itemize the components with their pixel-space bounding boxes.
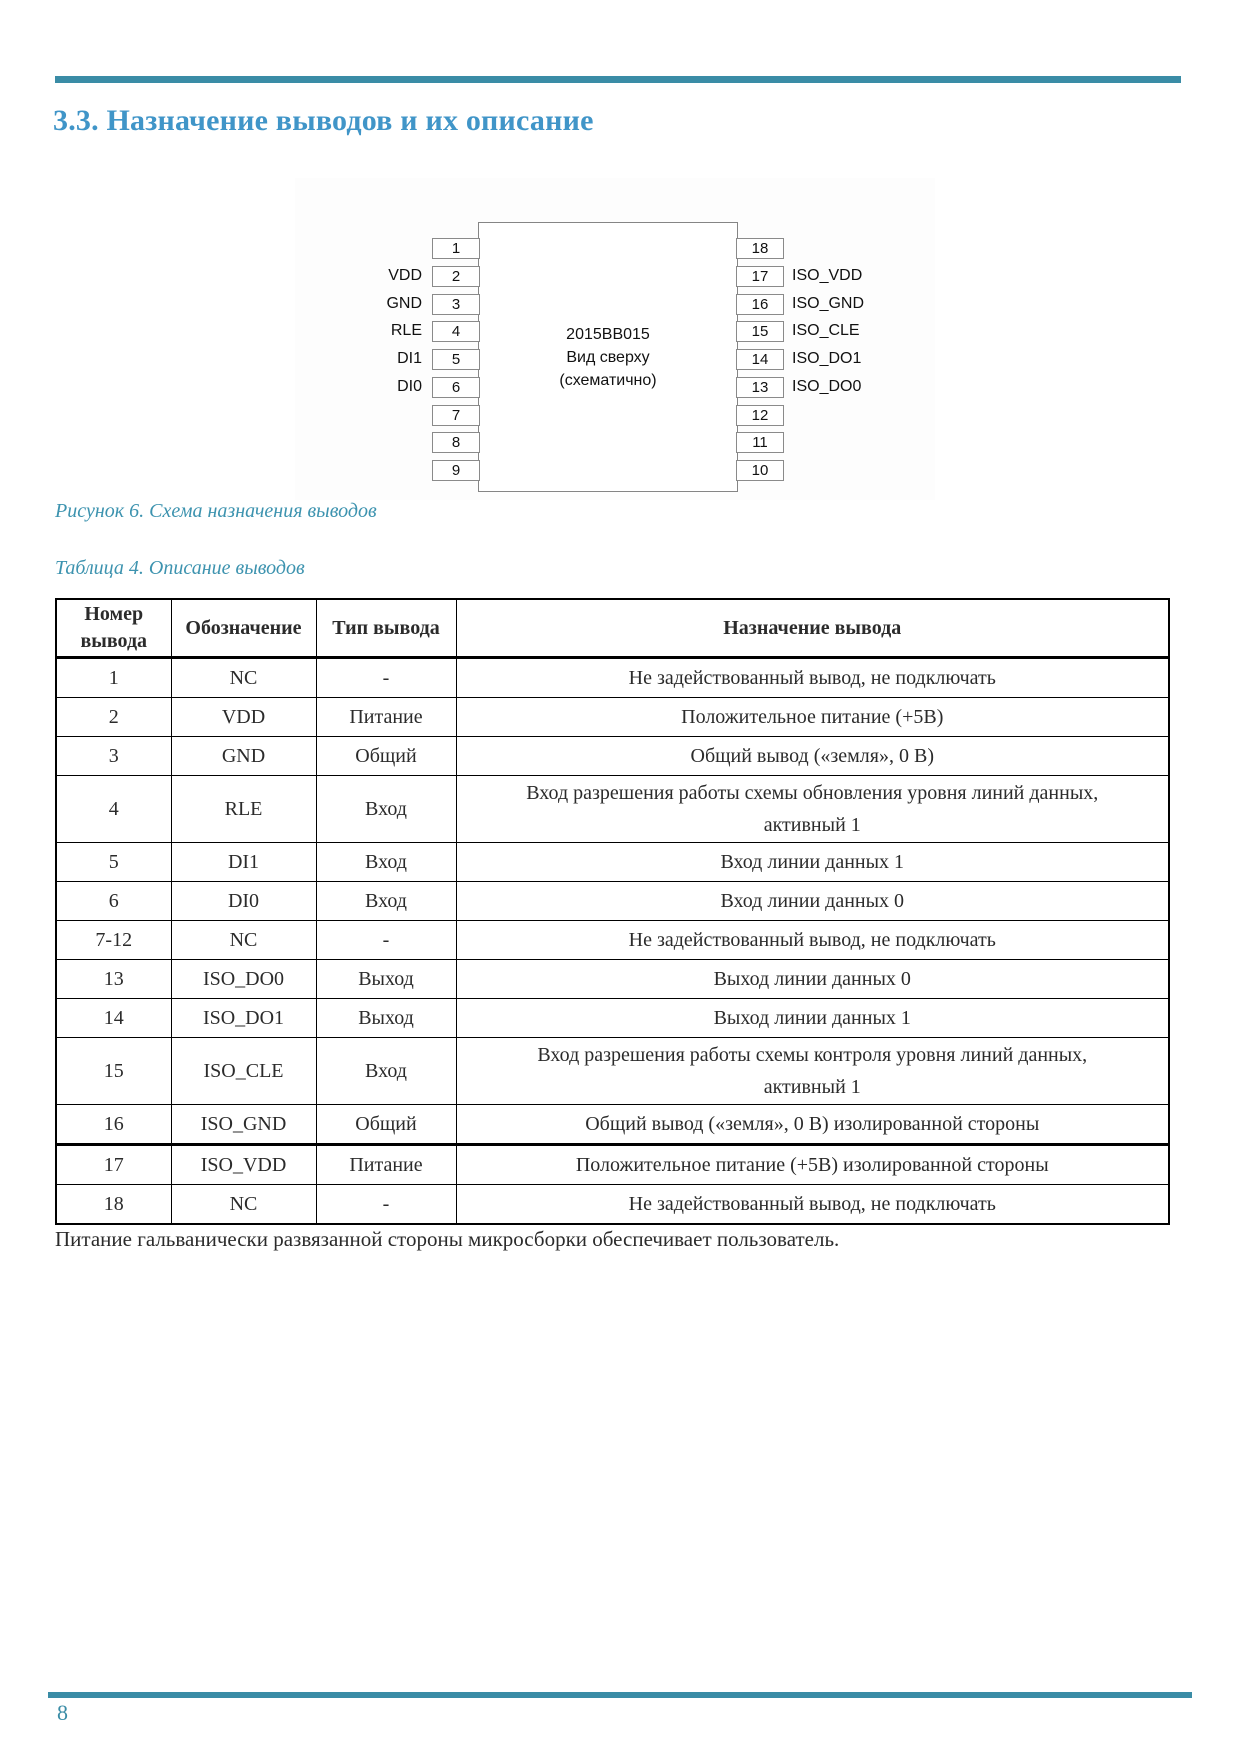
table-cell: DI1 (171, 843, 316, 882)
pin-label-iso_cle: ISO_CLE (792, 322, 860, 339)
pin-label-gnd: GND (386, 295, 422, 312)
chip-subtitle-1: Вид сверху (566, 348, 650, 366)
footer-divider-rule (48, 1692, 1192, 1698)
section-heading: 3.3. Назначение выводов и их описание (53, 104, 594, 137)
table-cell: Вход линии данных 0 (456, 882, 1169, 921)
table-cell: Положительное питание (+5В) изолированной стороны (456, 1145, 1169, 1185)
table-row (56, 1185, 1169, 1225)
table-row (56, 960, 1169, 999)
table-cell: ISO_DO0 (171, 960, 316, 999)
table-cell: 14 (56, 999, 171, 1038)
pin-box-10: 10 (736, 460, 784, 481)
pin-box-5: 5 (432, 349, 480, 370)
pin-description-table (55, 598, 1170, 1225)
pin-label-iso_do0: ISO_DO0 (792, 378, 862, 395)
pin-box-11: 11 (736, 432, 784, 453)
table-row (56, 882, 1169, 921)
table-cell: Не задействованный вывод, не подключать (456, 658, 1169, 698)
chip-title: 2015ВВ015 (566, 325, 650, 343)
table-body (56, 658, 1169, 1225)
table-cell: 15 (56, 1038, 171, 1105)
body-paragraph: Питание гальванически развязанной стороны микросборки обеспечивает пользователь. (55, 1227, 840, 1251)
pin-box-8: 8 (432, 432, 480, 453)
table-cell: Вход (316, 882, 456, 921)
pin-box-7: 7 (432, 405, 480, 426)
column-header-0: Номер вывода (56, 599, 171, 658)
pin-label-vdd: VDD (388, 267, 422, 284)
pin-box-17: 17 (736, 266, 784, 287)
pin-box-6: 6 (432, 377, 480, 398)
pin-box-1: 1 (432, 238, 480, 259)
table-cell: NC (171, 658, 316, 698)
figure-caption: Рисунок 6. Схема назначения выводов (55, 500, 377, 522)
pin-box-3: 3 (432, 294, 480, 315)
table-cell: - (316, 1185, 456, 1225)
column-header-1: Обозначение (171, 599, 316, 658)
table-row (56, 737, 1169, 776)
table-row (56, 1038, 1169, 1105)
top-divider-rule (55, 76, 1181, 83)
table-cell: NC (171, 1185, 316, 1225)
table-cell: DI0 (171, 882, 316, 921)
pin-box-2: 2 (432, 266, 480, 287)
pin-box-9: 9 (432, 460, 480, 481)
table-cell: Общий вывод («земля», 0 В) (456, 737, 1169, 776)
table-cell: Вход разрешения работы схемы контроля уровня линий данных, активный 1 (456, 1038, 1169, 1105)
table-cell: 7-12 (56, 921, 171, 960)
table-cell: Общий вывод («земля», 0 В) изолированной стороны (456, 1105, 1169, 1145)
table-cell: Вход (316, 776, 456, 843)
pin-diagram (295, 178, 935, 500)
table-cell: VDD (171, 698, 316, 737)
table-row (56, 843, 1169, 882)
table-cell: Вход (316, 1038, 456, 1105)
table-cell: Выход (316, 960, 456, 999)
table-cell: Выход (316, 999, 456, 1038)
table-cell: RLE (171, 776, 316, 843)
table-cell: Питание (316, 1145, 456, 1185)
table-cell: 18 (56, 1185, 171, 1225)
table-row (56, 999, 1169, 1038)
table-cell: Выход линии данных 1 (456, 999, 1169, 1038)
table-cell: ISO_GND (171, 1105, 316, 1145)
pin-label-iso_do1: ISO_DO1 (792, 350, 862, 367)
page-number: 8 (57, 1700, 68, 1725)
table-cell: Вход (316, 843, 456, 882)
table-cell: - (316, 921, 456, 960)
column-header-3: Назначение вывода (456, 599, 1169, 658)
pin-box-4: 4 (432, 321, 480, 342)
table-cell: ISO_DO1 (171, 999, 316, 1038)
table-row (56, 776, 1169, 843)
table-cell: GND (171, 737, 316, 776)
pin-label-iso_gnd: ISO_GND (792, 295, 865, 312)
table-cell: 1 (56, 658, 171, 698)
pin-box-13: 13 (736, 377, 784, 398)
table-cell: Положительное питание (+5В) (456, 698, 1169, 737)
table-cell: Общий (316, 1105, 456, 1145)
pin-box-14: 14 (736, 349, 784, 370)
table-row (56, 658, 1169, 698)
table-cell: Питание (316, 698, 456, 737)
table-row (56, 1105, 1169, 1145)
table-cell: 3 (56, 737, 171, 776)
table-cell: ISO_CLE (171, 1038, 316, 1105)
table-cell: 13 (56, 960, 171, 999)
table-cell: 5 (56, 843, 171, 882)
table-cell: Вход разрешения работы схемы обновления уровня линий данных, активный 1 (456, 776, 1169, 843)
table-cell: 6 (56, 882, 171, 921)
pin-box-15: 15 (736, 321, 784, 342)
table-cell: 2 (56, 698, 171, 737)
table-cell: 17 (56, 1145, 171, 1185)
pin-box-18: 18 (736, 238, 784, 259)
pin-label-iso_vdd: ISO_VDD (792, 267, 863, 284)
column-header-2: Тип вывода (316, 599, 456, 658)
table-cell: Общий (316, 737, 456, 776)
table-cell: Не задействованный вывод, не подключать (456, 921, 1169, 960)
table-header-row (56, 599, 1169, 658)
pin-box-12: 12 (736, 405, 784, 426)
table-row (56, 698, 1169, 737)
table-cell: Вход линии данных 1 (456, 843, 1169, 882)
pin-box-16: 16 (736, 294, 784, 315)
table-cell: Не задействованный вывод, не подключать (456, 1185, 1169, 1225)
pin-label-rle: RLE (390, 322, 422, 339)
table-cell: - (316, 658, 456, 698)
table-cell: ISO_VDD (171, 1145, 316, 1185)
table-row (56, 1145, 1169, 1185)
chip-subtitle-2: (схематично) (559, 371, 657, 389)
table-row (56, 921, 1169, 960)
chip-body (478, 222, 738, 492)
pin-label-di0: DI0 (397, 378, 422, 395)
table-caption: Таблица 4. Описание выводов (55, 557, 305, 579)
table-cell: 4 (56, 776, 171, 843)
table-cell: Выход линии данных 0 (456, 960, 1169, 999)
pin-label-di1: DI1 (397, 350, 422, 367)
table-cell: NC (171, 921, 316, 960)
table-cell: 16 (56, 1105, 171, 1145)
